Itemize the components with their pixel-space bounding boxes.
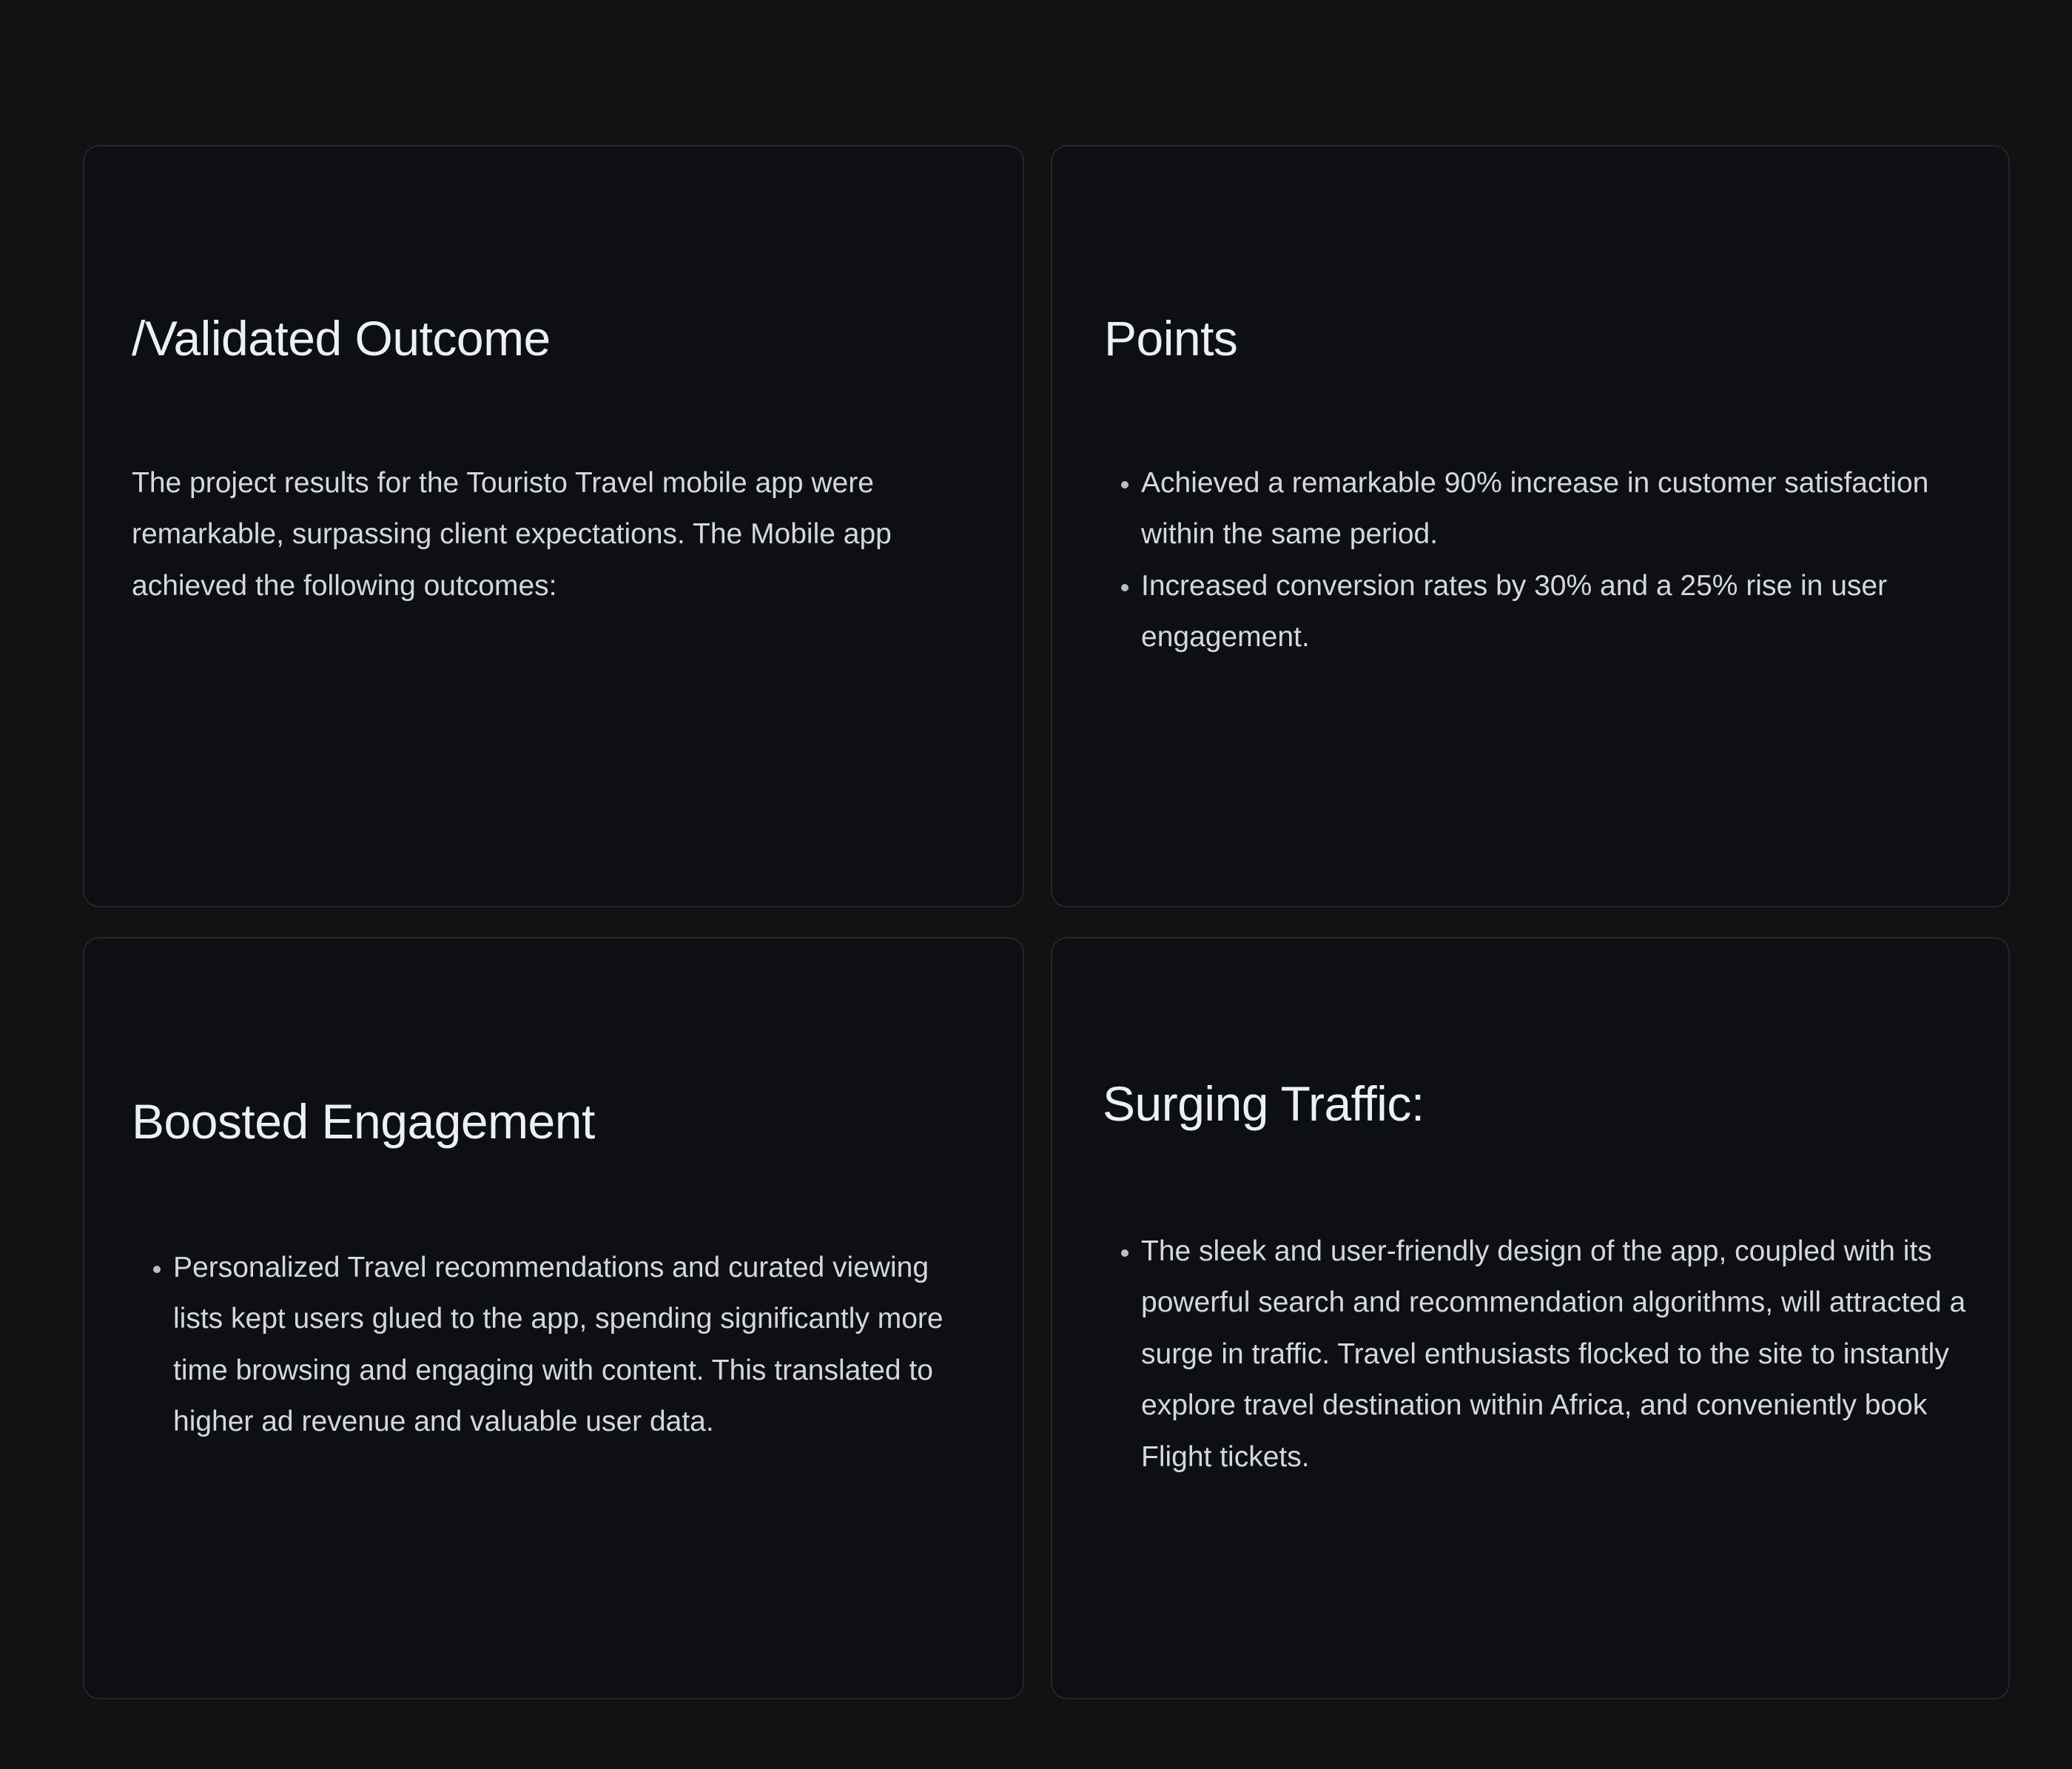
list-item: • Personalized Travel recommendations and curated viewing lists kept users glued to the app, spending significantly more time browsing and engaging with content. This translated to higher ad revenue and valuable user data. <box>173 1242 983 1448</box>
bullet-list <box>1100 457 1980 663</box>
card-boosted-engagement <box>83 937 1024 1699</box>
card-paragraph: The project results for the Touristo Travel mobile app were remarkable, surpassing client expectations. The Mobile app achieved the following outcomes: <box>132 467 892 602</box>
card-body <box>1100 1226 1980 1483</box>
card-surging-traffic <box>1051 937 2010 1699</box>
list-item: • The sleek and user-friendly design of the app, coupled with its powerful search and recommendation algorithms, will attracted a surge in traffic. Travel enthusiasts flocked to the site to instantly explore travel destination within Africa, and conveniently book Flight tickets. <box>1141 1226 1980 1483</box>
card-content <box>132 939 975 1698</box>
card-content <box>1100 939 1966 1698</box>
list-item: • Increased conversion rates by 30% and a 25% rise in user engagement. <box>1141 560 1980 663</box>
card-body <box>132 457 961 611</box>
bullet-list <box>1100 1226 1980 1483</box>
card-validated-outcome <box>83 145 1024 907</box>
card-content <box>1100 147 1961 906</box>
card-title: /Validated Outcome <box>132 311 551 366</box>
card-points <box>1051 145 2010 907</box>
list-item: • Achieved a remarkable 90% increase in customer satisfaction within the same period. <box>1141 457 1980 560</box>
bullet-list <box>132 1242 983 1448</box>
card-title: Surging Traffic: <box>1103 1076 1424 1131</box>
card-body <box>1100 457 1980 663</box>
results-card-grid <box>83 145 1992 1699</box>
card-title: Boosted Engagement <box>132 1094 595 1149</box>
card-title: Points <box>1104 311 1238 366</box>
card-content <box>132 147 975 906</box>
card-body <box>132 1242 983 1448</box>
